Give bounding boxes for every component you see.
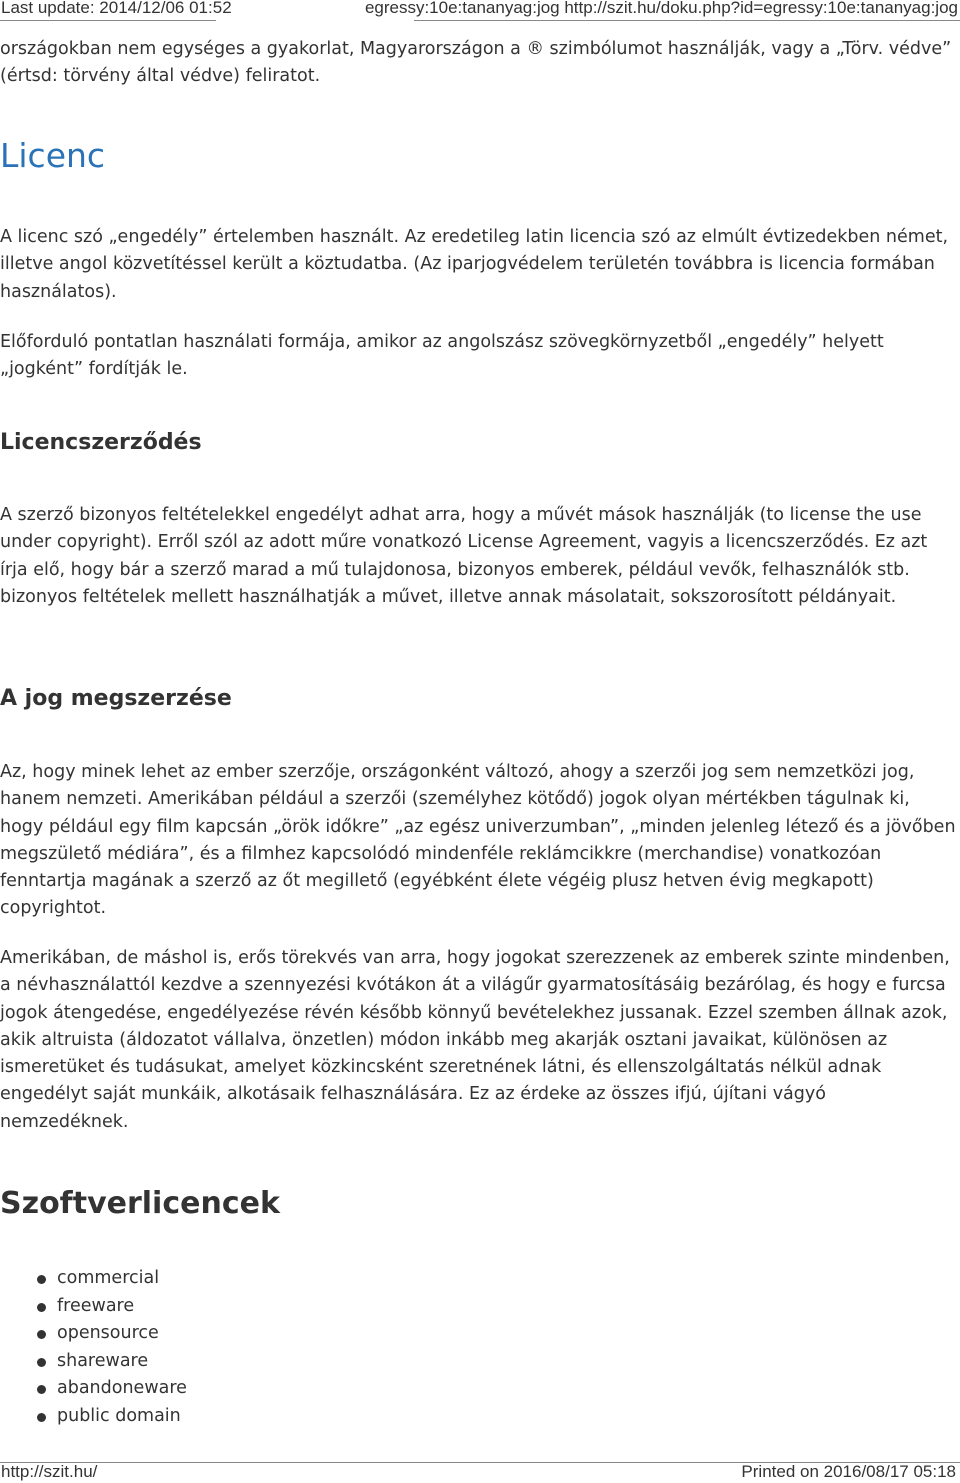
site-url-link[interactable]: http://szit.hu/ — [1, 1462, 98, 1481]
section-heading-licenc: Licenc — [0, 136, 106, 175]
licenc-paragraph-2: Előforduló pontatlan használati formája, amikor az angolszász szövegkörnyzetből „engedély” helyett „jogként” fordítják le. — [0, 332, 884, 380]
list-item: abandoneware — [0, 1375, 187, 1403]
page-footer — [0, 1460, 960, 1483]
section-heading-licencszerzodes: Licencszerződés — [0, 430, 202, 455]
header-divider — [0, 20, 960, 21]
bullet-icon — [37, 1358, 46, 1367]
licenc-paragraph-1: A licenc szó „engedély” értelemben használt. Az eredetileg latin licencia szó az elmúlt évtizedekben német, illetve angol közvetítéssel került a köztudatba. (Az iparjogvédelem területén továbbra is licencia formában használatos). — [0, 227, 949, 302]
last-update-text: Last update: 2014/12/06 01:52 — [1, 0, 232, 17]
licencszerzodes-paragraph: A szerző bizonyos feltételekkel engedélyt adhat arra, hogy a művét mások használják (to license the use under copyright). Erről szól az adott műre vonatkozó License Agreement, vagyis a licencszerződés. Ez azt írja elő, hogy bár a szerző marad a mű tulajdonosa, bizonyos emberek, például vevők, felhasználók stb. bizonyos feltételek mellett használhatják a művet, illetve annak másolatait, sokszorosított példányait. — [0, 505, 928, 607]
bullet-icon — [37, 1303, 46, 1312]
bullet-icon — [37, 1413, 46, 1422]
jog-paragraph-1: Az, hogy minek lehet az ember szerzője, országonként változó, ahogy a szerzői jog sem nemzetközi jog, hanem nemzeti. Amerikában például a szerzői (személyhez kötődő) jogok olyan mértékben tágulnak ki, hogy például egy film kapcsán „örök időkre” „az egész univerzumban”, „minden jelenleg létező és a jövőben megszülető médiára”, és a filmhez kapcsolódó mindenféle reklámcikkre (merchandise) vonatkozóan fenntartja magának a szerző az őt megillető (egyébként élete végéig plusz hetven évig megkapott) copyrightot. — [0, 762, 956, 919]
list-item: freeware — [0, 1293, 187, 1321]
license-type-list — [0, 1265, 187, 1430]
list-item: commercial — [0, 1265, 187, 1293]
list-item: shareware — [0, 1348, 187, 1376]
intro-paragraph: országokban nem egységes a gyakorlat, Magyarországon a ® szimbólumot használják, vagy a „Törv. védve” (értsd: törvény által védve) feliratot. — [0, 39, 952, 87]
bullet-icon — [37, 1275, 46, 1284]
bullet-icon — [37, 1385, 46, 1394]
jog-paragraph-2: Amerikában, de máshol is, erős törekvés van arra, hogy jogokat szerezzenek az emberek szinte mindenben, a névhasználattól kezdve a szennyezési kvótákon át a világűr gyarmatosításáig bezárólag, és hogy e furcsa jogok átengedése, engedélyezése révén később könnyű bevételekhez jussanak. Ezzel szemben állnak azok, akik altruista (áldozatot vállalva, önzetlen) módon inkább meg akarják osztani javaikat, különösen az ismeretüket és tudásukat, amelyet közkincsként szeretnének látni, és ellenszolgáltatás nélkül adnak engedélyt saját munkáik, alkotásaik felhasználására. Ez az érdeke az összes ifjú, újítani vágyó nemzedéknek. — [0, 948, 950, 1132]
list-item: opensource — [0, 1320, 187, 1348]
page-header — [0, 0, 960, 22]
list-item: public domain — [0, 1403, 187, 1431]
bullet-icon — [37, 1330, 46, 1339]
printed-date-text: Printed on 2016/08/17 05:18 — [741, 1462, 956, 1481]
section-heading-szoftverlicencek: Szoftverlicencek — [0, 1186, 280, 1221]
section-heading-jog: A jog megszerzése — [0, 686, 232, 711]
page-id-link[interactable]: egressy:10e:tananyag:jog http://szit.hu/doku.php?id=egressy:10e:tananyag:jog — [364, 0, 958, 17]
